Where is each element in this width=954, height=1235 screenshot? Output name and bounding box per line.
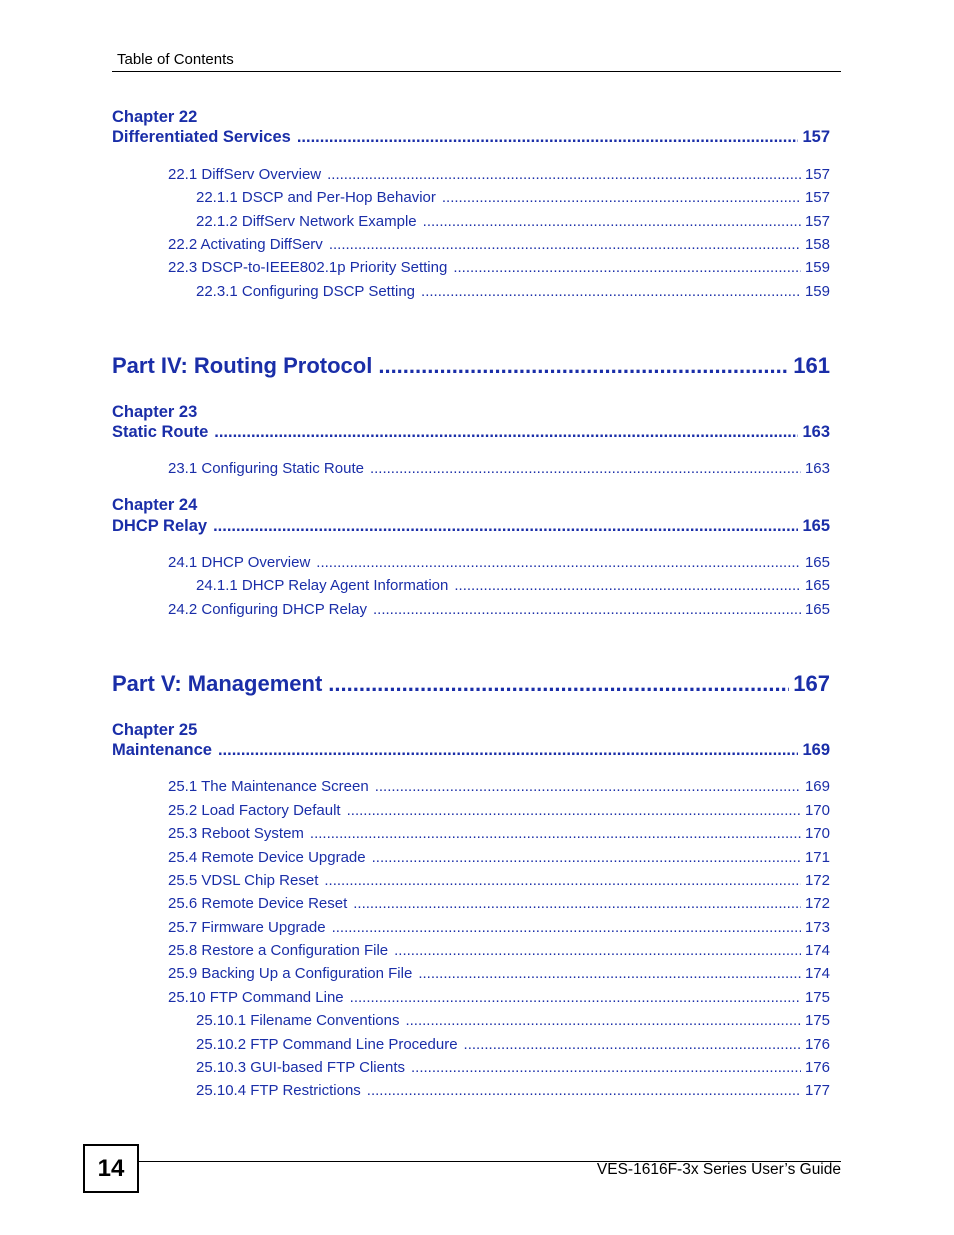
dot-leader: [347, 802, 801, 819]
dot-leader: [310, 825, 801, 842]
dot-leader: [454, 577, 801, 594]
part-heading[interactable]: [112, 353, 830, 379]
chapter-heading-page: 157: [802, 128, 830, 146]
toc-entry[interactable]: [196, 213, 830, 230]
toc-entry-title: 25.10.1 Filename Conventions: [196, 1012, 400, 1029]
chapter-label: Chapter 22: [112, 108, 198, 126]
chapter-heading[interactable]: [112, 741, 830, 760]
dot-leader: [418, 965, 801, 982]
toc-entry-title: 25.10.4 FTP Restrictions: [196, 1082, 361, 1099]
toc-entry[interactable]: [196, 189, 830, 206]
toc-entry-page: 175: [804, 1012, 830, 1029]
toc-entry-page: 157: [804, 189, 830, 206]
toc-entry-title: 22.3 DSCP-to-IEEE802.1p Priority Setting: [168, 259, 448, 276]
toc-entry[interactable]: [168, 849, 830, 866]
toc-entry[interactable]: [168, 919, 830, 936]
dot-leader: [324, 872, 801, 889]
toc-entry-page: 159: [804, 259, 830, 276]
dot-leader: [350, 989, 801, 1006]
toc-entry-title: 25.8 Restore a Configuration File: [168, 942, 389, 959]
dot-leader: [297, 128, 799, 147]
toc-entry-title: 25.5 VDSL Chip Reset: [168, 872, 319, 889]
part-heading[interactable]: [112, 671, 830, 697]
dot-leader: [411, 1059, 801, 1076]
dot-leader: [464, 1036, 801, 1053]
dot-leader: [372, 849, 801, 866]
toc-entry-page: 174: [804, 942, 830, 959]
dot-leader: [213, 517, 798, 536]
toc-entry[interactable]: [196, 283, 830, 300]
toc-entry[interactable]: [168, 965, 830, 982]
toc-entry-title: 22.2 Activating DiffServ: [168, 236, 323, 253]
dot-leader: [375, 778, 801, 795]
toc-entry[interactable]: [196, 1036, 830, 1053]
toc-entry[interactable]: [168, 778, 830, 795]
toc-entry-page: 172: [804, 895, 830, 912]
toc-entry-title: 25.1 The Maintenance Screen: [168, 778, 369, 795]
toc-entry-title: 25.6 Remote Device Reset: [168, 895, 348, 912]
chapter-heading-title: Differentiated Services: [112, 128, 291, 146]
toc-entry-page: 170: [804, 825, 830, 842]
toc-entry-title: 23.1 Configuring Static Route: [168, 460, 364, 477]
toc-entry-page: 158: [804, 236, 830, 253]
toc-entry[interactable]: [168, 236, 830, 253]
toc-entry[interactable]: [168, 942, 830, 959]
toc-entry-page: 157: [804, 213, 830, 230]
toc-entry-page: 170: [804, 802, 830, 819]
part-heading-page: 167: [793, 671, 830, 696]
chapter-heading-title: DHCP Relay: [112, 517, 208, 535]
toc-entry-title: 25.10.2 FTP Command Line Procedure: [196, 1036, 458, 1053]
chapter-heading-title: Maintenance: [112, 741, 212, 759]
toc-entry-page: 176: [804, 1036, 830, 1053]
toc-entry[interactable]: [168, 872, 830, 889]
dot-leader: [328, 671, 789, 697]
toc-entry-title: 25.3 Reboot System: [168, 825, 304, 842]
dot-leader: [214, 423, 798, 442]
toc-entry-page: 173: [804, 919, 830, 936]
dot-leader: [327, 166, 801, 183]
toc-entry-page: 176: [804, 1059, 830, 1076]
toc-entry-page: 169: [804, 778, 830, 795]
toc-entry-page: 165: [804, 577, 830, 594]
toc-entry[interactable]: [196, 577, 830, 594]
toc-entry[interactable]: [168, 166, 830, 183]
dot-leader: [394, 942, 801, 959]
toc-entry-page: 165: [804, 554, 830, 571]
toc-entry-title: 22.1 DiffServ Overview: [168, 166, 322, 183]
dot-leader: [373, 601, 801, 618]
toc-entry[interactable]: [168, 895, 830, 912]
toc-entry-title: 22.3.1 Configuring DSCP Setting: [196, 283, 416, 300]
toc-entry[interactable]: [168, 802, 830, 819]
dot-leader: [423, 213, 801, 230]
part-heading-page: 161: [793, 353, 830, 378]
dot-leader: [367, 1082, 801, 1099]
dot-leader: [329, 236, 801, 253]
chapter-heading[interactable]: [112, 423, 830, 442]
toc-entry[interactable]: [168, 554, 830, 571]
toc-entry-title: 25.4 Remote Device Upgrade: [168, 849, 366, 866]
toc-entry-page: 174: [804, 965, 830, 982]
dot-leader: [442, 189, 801, 206]
dot-leader: [421, 283, 801, 300]
toc-entry-page: 172: [804, 872, 830, 889]
toc-entry-title: 25.10 FTP Command Line: [168, 989, 344, 1006]
toc-entry-title: 22.1.2 DiffServ Network Example: [196, 213, 417, 230]
chapter-heading-page: 163: [802, 423, 830, 441]
chapter-heading-title: Static Route: [112, 423, 209, 441]
toc-entry-title: 24.1.1 DHCP Relay Agent Information: [196, 577, 449, 594]
dot-leader: [353, 895, 801, 912]
dot-leader: [332, 919, 801, 936]
toc-entry-page: 171: [804, 849, 830, 866]
dot-leader: [378, 353, 789, 379]
chapter-label: Chapter 23: [112, 403, 198, 421]
part-heading-title: Part V: Management: [112, 671, 323, 696]
toc-entry-title: 22.1.1 DSCP and Per-Hop Behavior: [196, 189, 436, 206]
toc-entry[interactable]: [168, 601, 830, 618]
dot-leader: [370, 460, 801, 477]
toc-entry[interactable]: [168, 460, 830, 477]
header-title: Table of Contents: [117, 51, 234, 68]
toc-entry-title: 25.7 Firmware Upgrade: [168, 919, 326, 936]
toc-entry-title: 24.2 Configuring DHCP Relay: [168, 601, 367, 618]
toc-entry-page: 175: [804, 989, 830, 1006]
dot-leader: [405, 1012, 801, 1029]
toc-entry-title: 25.9 Backing Up a Configuration File: [168, 965, 413, 982]
toc-entry-title: 25.10.3 GUI-based FTP Clients: [196, 1059, 405, 1076]
toc-entry-page: 163: [804, 460, 830, 477]
toc-entry-title: 24.1 DHCP Overview: [168, 554, 311, 571]
toc-entry[interactable]: [196, 1012, 830, 1029]
toc-entry-page: 165: [804, 601, 830, 618]
chapter-heading-page: 165: [802, 517, 830, 535]
dot-leader: [218, 741, 799, 760]
chapter-heading-page: 169: [802, 741, 830, 759]
chapter-heading[interactable]: [112, 128, 830, 147]
page-number: 14: [83, 1144, 139, 1193]
dot-leader: [316, 554, 801, 571]
toc-entry-page: 177: [804, 1082, 830, 1099]
toc-entry[interactable]: [168, 825, 830, 842]
header-divider: [112, 71, 841, 72]
toc-entry-page: 157: [804, 166, 830, 183]
dot-leader: [453, 259, 801, 276]
part-heading-title: Part IV: Routing Protocol: [112, 353, 373, 378]
toc-entry-page: 159: [804, 283, 830, 300]
chapter-label: Chapter 25: [112, 721, 198, 739]
toc-entry[interactable]: [196, 1059, 830, 1076]
toc-entry-title: 25.2 Load Factory Default: [168, 802, 341, 819]
toc-entry[interactable]: [168, 259, 830, 276]
chapter-label: Chapter 24: [112, 496, 198, 514]
guide-title: VES-1616F-3x Series User’s Guide: [596, 1161, 841, 1178]
toc-entry[interactable]: [196, 1082, 830, 1099]
chapter-heading[interactable]: [112, 517, 830, 536]
toc-entry[interactable]: [168, 989, 830, 1006]
